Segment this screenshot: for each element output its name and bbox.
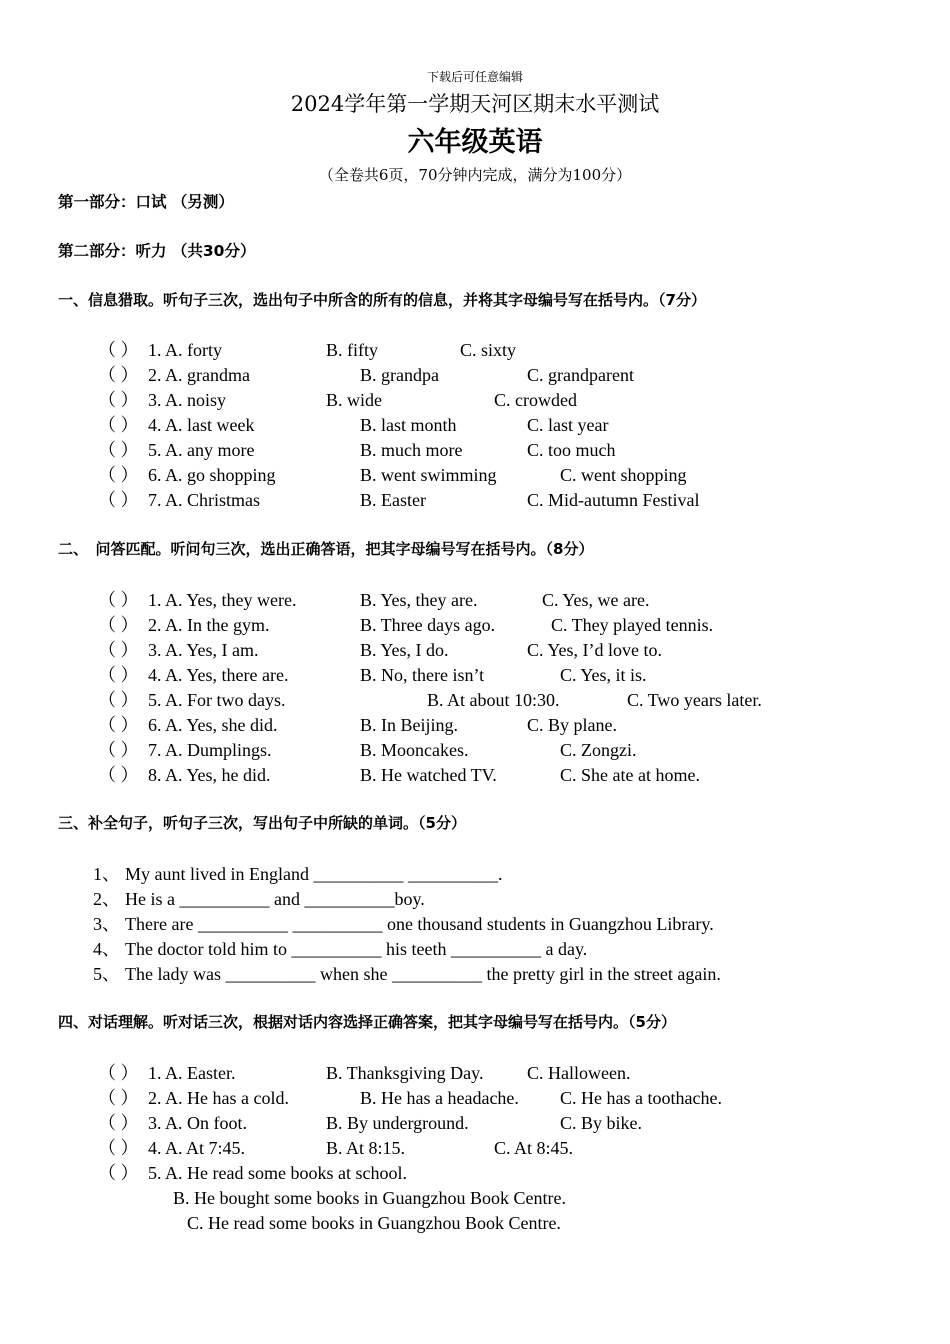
s4-question-5 (0, 1161, 950, 1185)
exam-info: （全卷共6页，70分钟内完成，满分为100分） (318, 166, 632, 184)
s1-question-3 (0, 388, 950, 412)
s1-question-5 (0, 438, 950, 462)
s4-question-2 (0, 1086, 950, 1110)
option-a: 8. A. Yes, he did. (148, 765, 271, 785)
s1-question-2 (0, 363, 950, 387)
sentence-number: 5、 (93, 964, 120, 984)
option-c: C. He has a toothache. (560, 1088, 722, 1108)
option-a: 4. A. At 7:45. (148, 1138, 246, 1158)
option-a: 5. A. any more (148, 440, 255, 460)
sentence-text[interactable]: My aunt lived in England __________ __________. (125, 864, 503, 884)
answer-bracket[interactable]: （ ） (98, 1113, 139, 1133)
option-b: B. In Beijing. (360, 715, 458, 735)
s3-sentence-5 (0, 962, 950, 986)
answer-bracket[interactable]: （ ） (98, 1163, 139, 1183)
option-c: C. too much (527, 440, 616, 460)
section1-title: 一、信息猎取。听句子三次，选出句子中所含的所有的信息，并将其字母编号写在括号内。（7分） (58, 291, 706, 309)
answer-bracket[interactable]: （ ） (98, 340, 139, 360)
answer-bracket[interactable]: （ ） (98, 390, 139, 410)
option-c: C. Halloween. (527, 1063, 631, 1083)
option-c: C. At 8:45. (494, 1138, 574, 1158)
option-a: 4. A. Yes, there are. (148, 665, 289, 685)
option-a: 6. A. Yes, she did. (148, 715, 278, 735)
option-c: C. By bike. (560, 1113, 643, 1133)
section2-title: 二、 问答匹配。听问句三次，选出正确答语，把其字母编号写在括号内。（8分） (58, 540, 594, 558)
option-b: B. At about 10:30. (427, 690, 560, 710)
s2-question-5 (0, 688, 950, 712)
option-b: B. fifty (326, 340, 378, 360)
s1-question-6 (0, 463, 950, 487)
answer-bracket[interactable]: （ ） (98, 740, 139, 760)
answer-bracket[interactable]: （ ） (98, 465, 139, 485)
option-a: 7. A. Christmas (148, 490, 261, 510)
answer-bracket[interactable]: （ ） (98, 1138, 139, 1158)
s2-question-6 (0, 713, 950, 737)
option-c: C. Zongzi. (560, 740, 637, 760)
s4-question-5-option-b-row (0, 1186, 950, 1210)
option-b: B. Yes, they are. (360, 590, 478, 610)
option-c: C. last year (527, 415, 609, 435)
sentence-text[interactable]: There are __________ __________ one thousand students in Guangzhou Library. (125, 914, 714, 934)
option-b: B. Easter (360, 490, 426, 510)
s4-question-1 (0, 1061, 950, 1085)
answer-bracket[interactable]: （ ） (98, 590, 139, 610)
option-c: C. went shopping (560, 465, 687, 485)
answer-bracket[interactable]: （ ） (98, 715, 139, 735)
answer-bracket[interactable]: （ ） (98, 490, 139, 510)
s4-question-4 (0, 1136, 950, 1160)
answer-bracket[interactable]: （ ） (98, 765, 139, 785)
option-b: B. grandpa (360, 365, 439, 385)
option-b: B. Thanksgiving Day. (326, 1063, 484, 1083)
option-b: B. last month (360, 415, 457, 435)
s2-question-7 (0, 738, 950, 762)
subject-title: 六年级英语 (407, 127, 543, 158)
answer-bracket[interactable]: （ ） (98, 440, 139, 460)
option-c: C. Two years later. (627, 690, 762, 710)
option-c: C. They played tennis. (551, 615, 714, 635)
s2-question-3 (0, 638, 950, 662)
option-a: 6. A. go shopping (148, 465, 276, 485)
sentence-number: 1、 (93, 864, 120, 884)
option-a: 3. A. On foot. (148, 1113, 247, 1133)
answer-bracket[interactable]: （ ） (98, 365, 139, 385)
s3-sentence-2 (0, 887, 950, 911)
s4-question-5-option-c-row (0, 1211, 950, 1235)
option-b: B. He watched TV. (360, 765, 497, 785)
option-c: C. Yes, it is. (560, 665, 647, 685)
answer-bracket[interactable]: （ ） (98, 665, 139, 685)
s2-question-8 (0, 763, 950, 787)
answer-bracket[interactable]: （ ） (98, 615, 139, 635)
option-b: B. much more (360, 440, 463, 460)
answer-bracket[interactable]: （ ） (98, 690, 139, 710)
part1-heading: 第一部分：口试 （另测） (58, 193, 234, 211)
option-b: B. He has a headache. (360, 1088, 519, 1108)
option-c: C. Yes, I’d love to. (527, 640, 663, 660)
option-a: 5. A. For two days. (148, 690, 286, 710)
option-a: 2. A. grandma (148, 365, 250, 385)
option-a: 3. A. noisy (148, 390, 227, 410)
option-c: C. grandparent (527, 365, 634, 385)
sentence-text[interactable]: He is a __________ and __________boy. (125, 889, 425, 909)
option-b: B. wide (326, 390, 382, 410)
option-a: 7. A. Dumplings. (148, 740, 272, 760)
option-a: 1. A. Easter. (148, 1063, 236, 1083)
section3-title: 三、补全句子，听句子三次，写出句子中所缺的单词。（5分） (58, 814, 466, 832)
option-c: C. crowded (494, 390, 577, 410)
option-b: B. went swimming (360, 465, 497, 485)
option-c: C. Mid-autumn Festival (527, 490, 700, 510)
s1-question-1 (0, 338, 950, 362)
download-note: 下载后可任意编辑 (426, 70, 523, 84)
option-b: B. Yes, I do. (360, 640, 449, 660)
s2-question-2 (0, 613, 950, 637)
option-a: 3. A. Yes, I am. (148, 640, 259, 660)
option-c: C. She ate at home. (560, 765, 700, 785)
answer-bracket[interactable]: （ ） (98, 640, 139, 660)
s1-question-4 (0, 413, 950, 437)
option-a: 4. A. last week (148, 415, 255, 435)
option-b: B. Three days ago. (360, 615, 496, 635)
option-c: C. He read some books in Guangzhou Book Centre. (187, 1213, 561, 1233)
part2-heading: 第二部分：听力 （共30分） (58, 242, 256, 260)
option-c: C. By plane. (527, 715, 617, 735)
option-b: B. Mooncakes. (360, 740, 469, 760)
option-b: B. At 8:15. (326, 1138, 406, 1158)
option-a: 1. A. forty (148, 340, 222, 360)
s3-sentence-1 (0, 862, 950, 886)
option-a: 2. A. In the gym. (148, 615, 270, 635)
exam-title: 2024学年第一学期天河区期末水平测试 (290, 92, 660, 116)
sentence-text[interactable]: The lady was __________ when she __________ the pretty girl in the street again. (125, 964, 721, 984)
answer-bracket[interactable]: （ ） (98, 1063, 139, 1083)
s3-sentence-4 (0, 937, 950, 961)
option-b: B. He bought some books in Guangzhou Book Centre. (173, 1188, 566, 1208)
sentence-number: 4、 (93, 939, 120, 959)
option-a: 5. A. He read some books at school. (148, 1163, 407, 1183)
option-c: C. sixty (460, 340, 517, 360)
section4-title: 四、对话理解。听对话三次，根据对话内容选择正确答案，把其字母编号写在括号内。（5分） (58, 1013, 676, 1031)
sentence-text[interactable]: The doctor told him to __________ his teeth __________ a day. (125, 939, 588, 959)
option-b: B. No, there isn’t (360, 665, 485, 685)
answer-bracket[interactable]: （ ） (98, 1088, 139, 1108)
s3-sentence-3 (0, 912, 950, 936)
sentence-number: 3、 (93, 914, 120, 934)
s2-question-1 (0, 588, 950, 612)
option-a: 2. A. He has a cold. (148, 1088, 289, 1108)
s2-question-4 (0, 663, 950, 687)
s1-question-7 (0, 488, 950, 512)
option-c: C. Yes, we are. (542, 590, 650, 610)
sentence-number: 2、 (93, 889, 120, 909)
answer-bracket[interactable]: （ ） (98, 415, 139, 435)
option-b: B. By underground. (326, 1113, 469, 1133)
s4-question-3 (0, 1111, 950, 1135)
option-a: 1. A. Yes, they were. (148, 590, 297, 610)
